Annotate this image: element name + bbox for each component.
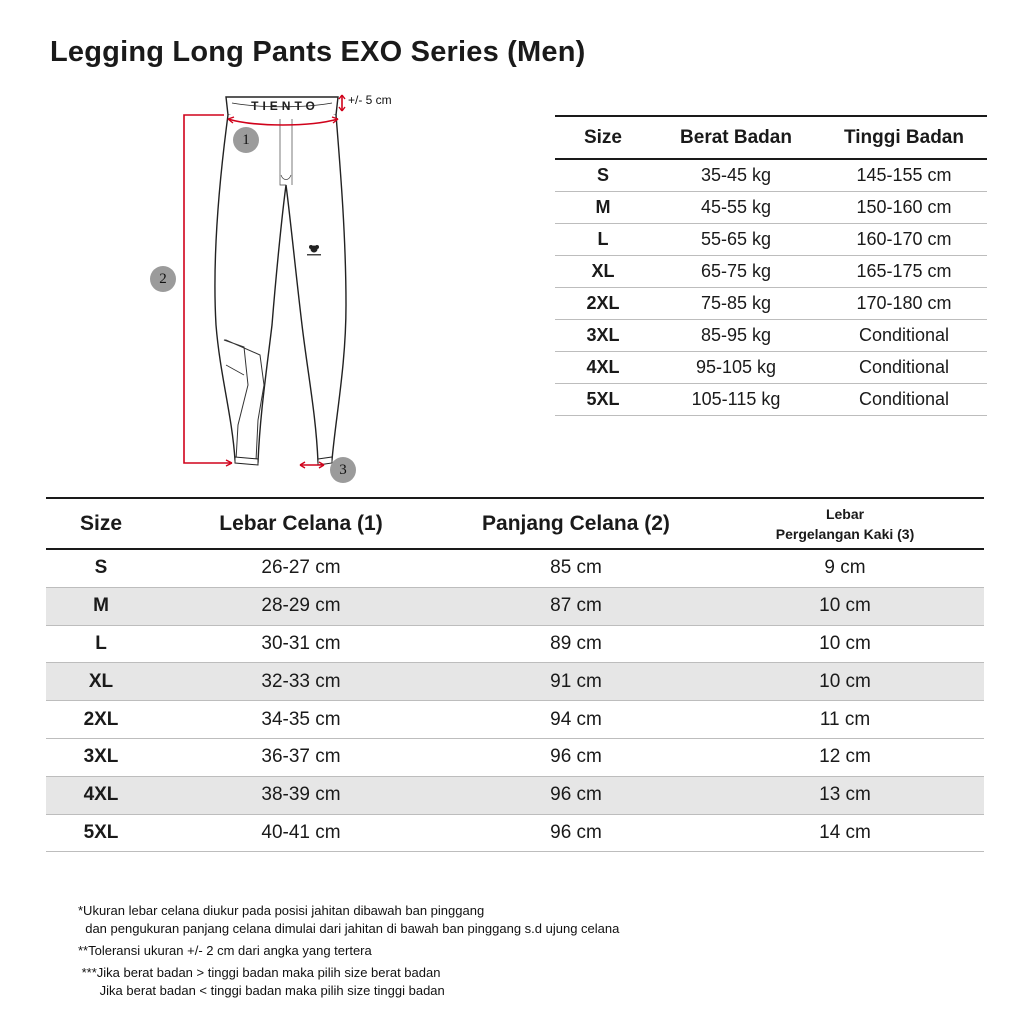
height-cell: 160-170 cm <box>856 229 952 249</box>
size-cell: 2XL <box>83 708 119 730</box>
header-ankle-line-2: Pergelangan Kaki (3) <box>775 525 915 542</box>
table-row <box>555 256 987 288</box>
brand-label: TIENTO <box>251 99 319 113</box>
weight-cell: 85-95 kg <box>700 325 772 345</box>
table-row <box>46 739 984 777</box>
weight-cell: 95-105 kg <box>695 357 777 377</box>
height-cell: 165-175 cm <box>856 261 952 281</box>
weight-cell: 55-65 kg <box>700 229 772 249</box>
table-row <box>46 663 984 701</box>
table-row <box>46 815 984 853</box>
width-cell: 36-37 cm <box>261 746 341 768</box>
size-cell: 3XL <box>83 746 119 768</box>
size-cell: S <box>94 557 108 579</box>
height-cell: 170-180 cm <box>856 293 952 313</box>
weight-cell: 65-75 kg <box>700 261 772 281</box>
width-cell: 26-27 cm <box>261 557 341 579</box>
ankle-cell: 12 cm <box>819 746 871 768</box>
width-cell: 30-31 cm <box>261 632 341 654</box>
header-pants-width: Lebar Celana (1) <box>219 511 383 535</box>
size-cell: S <box>596 165 609 185</box>
table-row <box>46 550 984 588</box>
ankle-cell: 10 cm <box>819 595 871 617</box>
table-header <box>555 115 987 160</box>
marker-3-badge: 3 <box>330 457 356 483</box>
size-cell: 4XL <box>586 357 620 377</box>
table-row <box>46 626 984 664</box>
size-cell: M <box>595 197 611 217</box>
note-line: *Ukuran lebar celana diukur pada posisi jahitan dibawah ban pinggang <box>78 903 485 918</box>
table-row <box>555 224 987 256</box>
width-cell: 34-35 cm <box>261 708 341 730</box>
weight-cell: 45-55 kg <box>700 197 772 217</box>
table-row <box>46 777 984 815</box>
size-cell: L <box>597 229 609 249</box>
table-row <box>46 701 984 739</box>
legging-illustration <box>140 85 400 490</box>
note-line: ***Jika berat badan > tinggi badan maka pilih size berat badan <box>78 965 441 980</box>
header-height: Tinggi Badan <box>844 126 964 148</box>
ankle-cell: 11 cm <box>819 708 871 730</box>
size-cell: 5XL <box>83 821 119 843</box>
size-cell: 4XL <box>83 784 119 806</box>
length-cell: 96 cm <box>550 821 602 843</box>
header-ankle-width <box>706 504 984 544</box>
table-row <box>555 384 987 416</box>
size-cell: XL <box>591 261 615 281</box>
size-cell: 3XL <box>586 325 620 345</box>
header-ankle-line-1: Lebar <box>825 505 865 522</box>
height-cell: 145-155 cm <box>856 165 952 185</box>
ankle-cell: 10 cm <box>819 670 871 692</box>
length-cell: 85 cm <box>550 557 602 579</box>
width-cell: 32-33 cm <box>261 670 341 692</box>
size-cell: XL <box>88 670 114 692</box>
table-row <box>555 320 987 352</box>
width-cell: 40-41 cm <box>261 821 341 843</box>
height-cell: Conditional <box>858 325 950 345</box>
note-line: Jika berat badan < tinggi badan maka pilih size tinggi badan <box>78 983 445 998</box>
ankle-cell: 9 cm <box>824 557 866 579</box>
weight-cell: 35-45 kg <box>700 165 772 185</box>
length-cell: 87 cm <box>550 595 602 617</box>
table-row <box>555 192 987 224</box>
length-cell: 96 cm <box>550 784 602 806</box>
header-pants-length: Panjang Celana (2) <box>482 511 670 535</box>
length-cell: 89 cm <box>550 632 602 654</box>
table-row <box>555 288 987 320</box>
weight-cell: 75-85 kg <box>700 293 772 313</box>
ankle-cell: 13 cm <box>819 784 871 806</box>
width-cell: 28-29 cm <box>261 595 341 617</box>
weight-cell: 105-115 kg <box>691 389 781 409</box>
garment-size-table <box>46 497 984 852</box>
pants-diagram <box>140 85 400 490</box>
ankle-cell: 10 cm <box>819 632 871 654</box>
footnotes <box>78 902 778 1000</box>
length-cell: 91 cm <box>550 670 602 692</box>
table-row <box>46 588 984 626</box>
size-cell: 2XL <box>586 293 620 313</box>
table-header <box>46 497 984 550</box>
page-title: Legging Long Pants EXO Series (Men) <box>50 36 586 68</box>
length-cell: 96 cm <box>550 746 602 768</box>
header-size: Size <box>583 126 623 148</box>
size-cell: L <box>95 632 107 654</box>
header-weight: Berat Badan <box>680 126 792 148</box>
height-cell: 150-160 cm <box>856 197 952 217</box>
tolerance-label: +/- 5 cm <box>348 93 392 107</box>
body-size-table <box>555 115 987 416</box>
height-cell: Conditional <box>858 357 950 377</box>
note-line: **Toleransi ukuran +/- 2 cm dari angka yang tertera <box>78 943 372 958</box>
marker-1-badge: 1 <box>233 127 259 153</box>
width-cell: 38-39 cm <box>261 784 341 806</box>
length-cell: 94 cm <box>550 708 602 730</box>
size-cell: 5XL <box>586 389 620 409</box>
note-line: dan pengukuran panjang celana dimulai dari jahitan di bawah ban pinggang s.d ujung celana <box>78 921 620 936</box>
height-cell: Conditional <box>858 389 950 409</box>
ankle-cell: 14 cm <box>819 821 871 843</box>
marker-2-badge: 2 <box>150 266 176 292</box>
table-row <box>555 352 987 384</box>
table-row <box>555 160 987 192</box>
size-cell: M <box>93 595 109 617</box>
header-size: Size <box>79 511 123 535</box>
pants-outline <box>215 115 346 462</box>
